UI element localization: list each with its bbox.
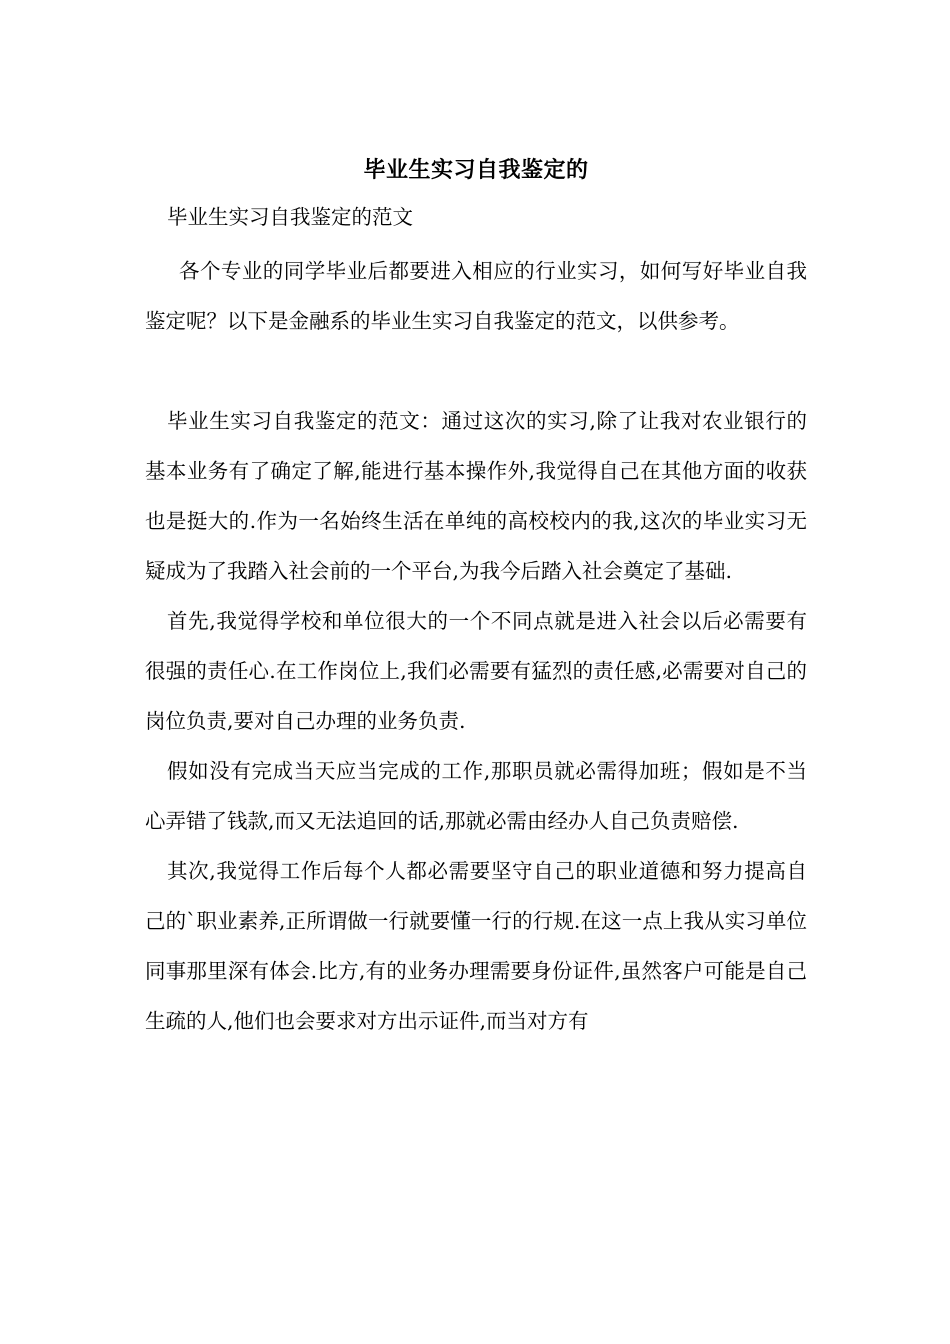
body-paragraph-3: 假如没有完成当天应当完成的工作,那职员就必需得加班；假如是不当心弄错了钱款,而又无法追回的话,那就必需由经办人自己负责赔偿.	[145, 759, 807, 833]
body-paragraph-4: 其次,我觉得工作后每个人都必需要坚守自己的职业道德和努力提高自己的`职业素养,正所谓做一行就要懂一行的行规.在这一点上我从实习单位同事那里深有体会.比方,有的业务办理需要身份证件,虽然客户可能是自己生疏的人,他们也会要求对方出示证件,而当对方有	[145, 859, 807, 1033]
body-paragraph-2: 首先,我觉得学校和单位很大的一个不同点就是进入社会以后必需要有很强的责任心.在工作岗位上,我们必需要有猛烈的责任感,必需要对自己的岗位负责,要对自己办理的业务负责.	[145, 609, 807, 733]
blank-line	[145, 346, 807, 396]
intro-paragraph: 各个专业的同学毕业后都要进入相应的行业实习，如何写好毕业自我鉴定呢？以下是金融系的毕业生实习自我鉴定的范文，以供参考。	[145, 259, 807, 333]
body-paragraph-1: 毕业生实习自我鉴定的范文：通过这次的实习,除了让我对农业银行的基本业务有了确定了解,能进行基本操作外,我觉得自己在其他方面的收获也是挺大的.作为一名始终生活在单纯的高校校内的我,这次的毕业实习无疑成为了我踏入社会前的一个平台,为我今后踏入社会奠定了基础.	[145, 409, 807, 583]
subtitle-paragraph: 毕业生实习自我鉴定的范文	[167, 205, 413, 229]
document-title: 毕业生实习自我鉴定的	[363, 157, 589, 183]
document-body	[145, 150, 807, 1046]
